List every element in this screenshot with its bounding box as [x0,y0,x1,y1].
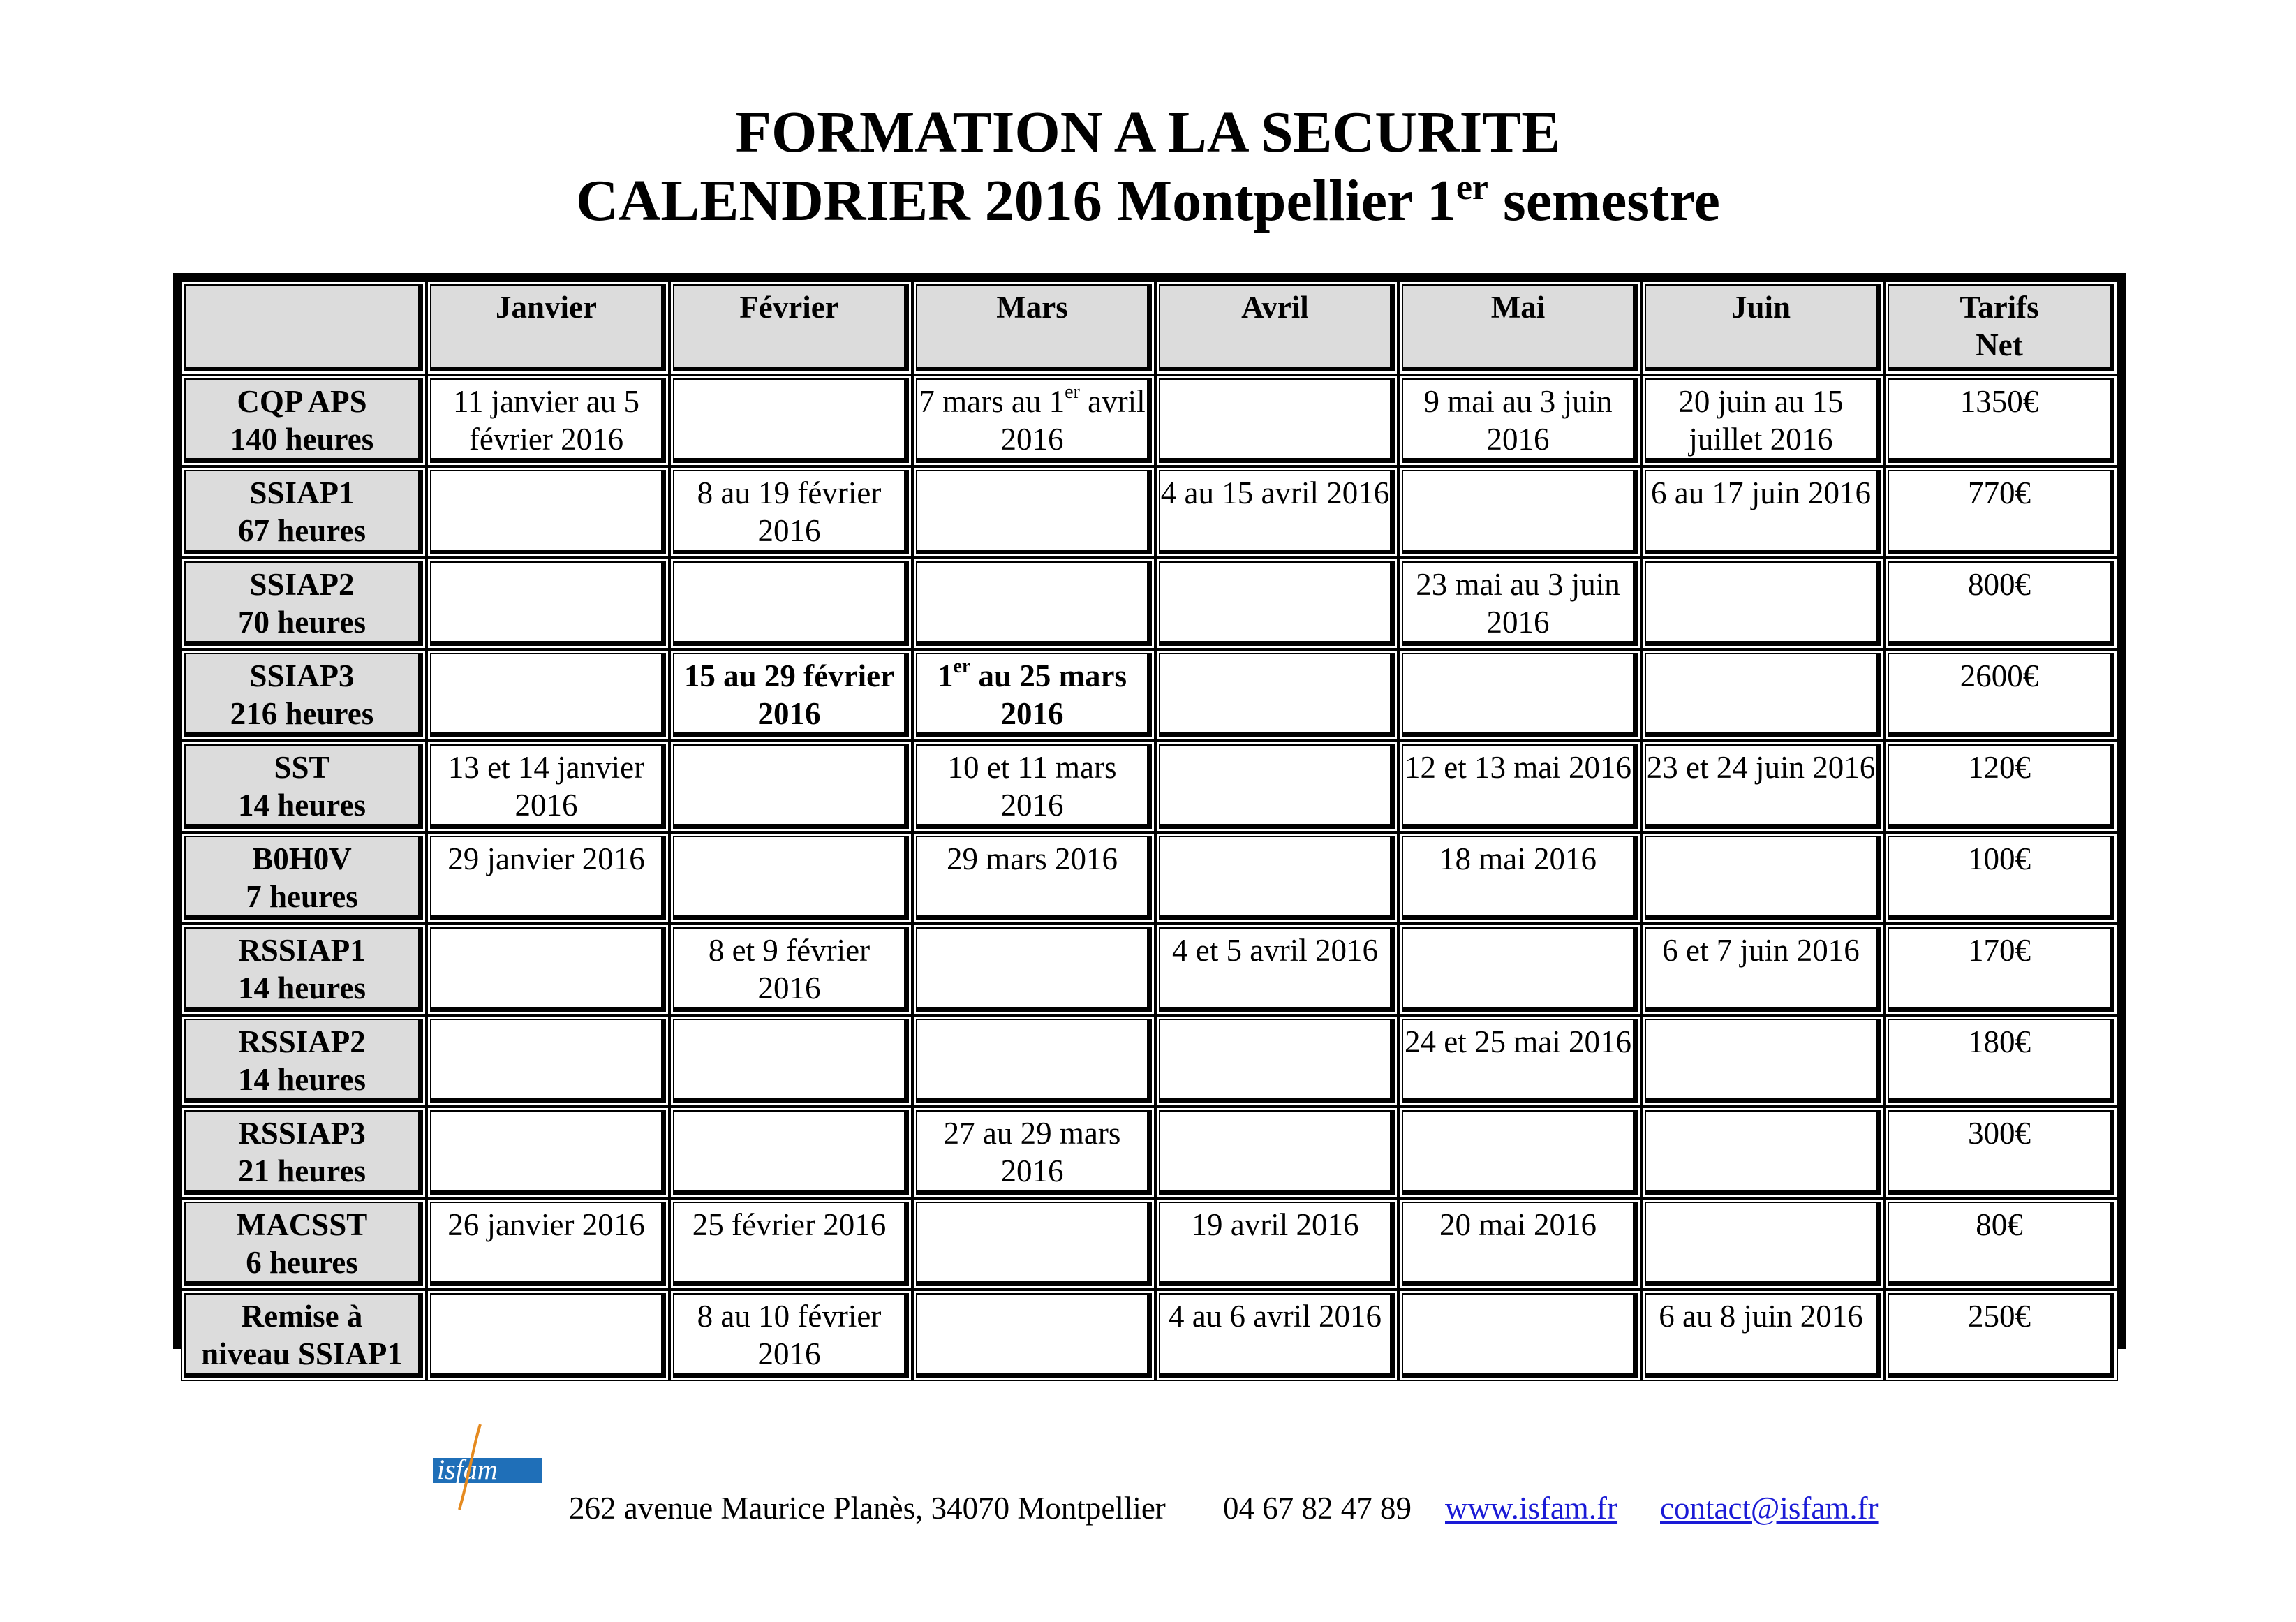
row-header-cell [181,1290,427,1381]
date-text [1402,1293,1638,1378]
footer-email-link[interactable]: contact@isfam.fr [1660,1491,1879,1526]
date-cell-fev [669,1198,912,1290]
date-cell-jan [427,375,669,466]
date-text [673,378,909,463]
table-row [181,375,2118,466]
row-header-cell [181,832,427,924]
date-cell-mar [912,558,1155,649]
date-cell-mai [1398,1198,1641,1290]
date-cell-mar [912,924,1155,1015]
header-cell-juin: Juin [1641,281,1884,375]
table-row [181,558,2118,649]
date-cell-fev [669,924,912,1015]
date-cell-avr [1155,924,1398,1015]
row-header-cell [181,466,427,558]
training-hours: 21 heures [238,1153,366,1188]
date-cell-avr [1155,1290,1398,1381]
date-text [1645,653,1881,737]
price-cell [1884,1198,2118,1290]
date-cell-avr [1155,1015,1398,1107]
price-cell [1884,924,2118,1015]
price-text: 170€ [1888,927,2114,1012]
price-cell [1884,741,2118,832]
row-header-cell [181,649,427,741]
date-cell-juin [1641,1198,1884,1290]
date-text [1645,836,1881,920]
training-hours: 216 heures [230,696,374,731]
footer-phone: 04 67 82 47 89 [1223,1491,1412,1526]
date-cell-fev [669,466,912,558]
training-hours: niveau SSIAP1 [201,1336,403,1371]
header-cell-mars: Mars [912,281,1155,375]
price-text: 1350€ [1888,378,2114,463]
row-header-cell [181,741,427,832]
date-text [1159,653,1395,737]
table-row [181,924,2118,1015]
date-cell-mar [912,1015,1155,1107]
date-cell-avr [1155,1198,1398,1290]
date-text [1645,561,1881,646]
header-cell-janvier: Janvier [427,281,669,375]
training-name: RSSIAP1 [238,933,366,968]
date-cell-juin [1641,1015,1884,1107]
date-cell-fev [669,375,912,466]
row-header-cell [181,558,427,649]
date-cell-juin [1641,1107,1884,1198]
price-text: 300€ [1888,1110,2114,1195]
price-cell [1884,375,2118,466]
training-name: Remise à [241,1299,363,1334]
table-row [181,649,2118,741]
date-cell-mai [1398,466,1641,558]
date-text [1159,561,1395,646]
price-text: 100€ [1888,836,2114,920]
price-text: 120€ [1888,744,2114,829]
date-text: 25 février 2016 [673,1202,909,1286]
date-text: 11 janvier au 5 février 2016 [430,378,666,463]
date-text: 24 et 25 mai 2016 [1402,1019,1638,1103]
date-cell-juin [1641,924,1884,1015]
training-name: SSIAP1 [249,475,355,510]
date-text: 6 au 17 juin 2016 [1645,470,1881,554]
training-name: SSIAP2 [249,567,355,602]
date-cell-mar [912,649,1155,741]
date-cell-avr [1155,466,1398,558]
date-text [1159,744,1395,829]
date-cell-fev [669,1015,912,1107]
date-text [916,1293,1152,1378]
subtitle-superscript: er [1456,168,1488,207]
date-superscript: er [1065,381,1080,403]
date-cell-fev [669,649,912,741]
date-text [1159,1110,1395,1195]
date-text [430,653,666,737]
training-hours: 7 heures [246,879,358,914]
date-text [916,1019,1152,1103]
date-cell-fev [669,832,912,924]
date-cell-mai [1398,1015,1641,1107]
price-cell [1884,832,2118,924]
date-text [1645,1202,1881,1286]
date-text [1402,653,1638,737]
date-cell-mai [1398,1107,1641,1198]
date-cell-juin [1641,558,1884,649]
training-hours: 14 heures [238,788,366,823]
date-text: 26 janvier 2016 [430,1202,666,1286]
date-text: 18 mai 2016 [1402,836,1638,920]
date-cell-mar [912,1198,1155,1290]
date-text [673,744,909,829]
date-text: 7 mars au 1 [919,384,1065,419]
tarifs-line1: Tarifs [1960,290,2039,325]
date-text: 6 et 7 juin 2016 [1645,927,1881,1012]
price-text: 800€ [1888,561,2114,646]
price-cell [1884,466,2118,558]
date-text: 1 [937,658,954,693]
date-cell-mar [912,466,1155,558]
date-text [430,1110,666,1195]
date-text: 12 et 13 mai 2016 [1402,744,1638,829]
date-cell-mar [912,741,1155,832]
date-cell-jan [427,1198,669,1290]
date-text: 27 au 29 mars 2016 [916,1110,1152,1195]
header-cell-avril: Avril [1155,281,1398,375]
date-cell-avr [1155,558,1398,649]
date-cell-mar [912,375,1155,466]
date-text: 8 au 10 février 2016 [673,1293,909,1378]
date-cell-mai [1398,1290,1641,1381]
row-header-cell [181,375,427,466]
isfam-logo [431,1417,543,1515]
tarifs-line2: Net [1976,327,2023,362]
date-text [1159,1019,1395,1103]
date-text: 8 et 9 février 2016 [673,927,909,1012]
header-cell-fevrier: Février [669,281,912,375]
footer-website-link[interactable]: www.isfam.fr [1445,1491,1618,1526]
date-cell-jan [427,1107,669,1198]
date-cell-mar [912,832,1155,924]
row-header-cell [181,1107,427,1198]
row-header-cell [181,1198,427,1290]
date-cell-mai [1398,924,1641,1015]
training-hours: 14 heures [238,971,366,1005]
date-text: 6 au 8 juin 2016 [1645,1293,1881,1378]
training-name: B0H0V [252,841,352,876]
date-text: 23 et 24 juin 2016 [1645,744,1881,829]
date-text [430,470,666,554]
table-row [181,466,2118,558]
date-superscript: er [953,656,971,677]
date-text [916,927,1152,1012]
date-cell-juin [1641,1290,1884,1381]
date-text [430,927,666,1012]
logo-text: isfam [437,1454,498,1485]
date-cell-mar [912,1290,1155,1381]
date-text [430,1293,666,1378]
date-text [1159,836,1395,920]
date-text: 20 juin au 15 juillet 2016 [1645,378,1881,463]
date-cell-jan [427,924,669,1015]
subtitle-semester: semestre [1488,168,1720,233]
date-cell-juin [1641,832,1884,924]
subtitle-main: CALENDRIER 2016 Montpellier 1 [576,168,1456,233]
date-cell-jan [427,649,669,741]
header-cell-empty [181,281,427,375]
date-cell-avr [1155,741,1398,832]
date-cell-juin [1641,741,1884,832]
date-cell-jan [427,1290,669,1381]
header-cell-tarifs [1884,281,2118,375]
date-text [1645,1110,1881,1195]
table-row [181,1015,2118,1107]
date-cell-juin [1641,375,1884,466]
table-row [181,741,2118,832]
price-cell [1884,649,2118,741]
date-text: 13 et 14 janvier 2016 [430,744,666,829]
date-cell-fev [669,558,912,649]
page-title: FORMATION A LA SECURITE [735,100,1561,165]
date-text [1402,1110,1638,1195]
date-cell-avr [1155,1107,1398,1198]
date-text [1402,470,1638,554]
training-name: SST [274,750,330,785]
training-hours: 70 heures [238,605,366,640]
training-hours: 67 heures [238,513,366,548]
date-text [916,561,1152,646]
date-text: 29 mars 2016 [916,836,1152,920]
date-cell-fev [669,741,912,832]
price-text: 770€ [1888,470,2114,554]
price-cell [1884,1015,2118,1107]
training-name: CQP APS [237,384,367,419]
date-text [1159,378,1395,463]
date-cell-jan [427,1015,669,1107]
date-text: 8 au 19 février 2016 [673,470,909,554]
date-text: 23 mai au 3 juin 2016 [1402,561,1638,646]
training-name: RSSIAP3 [238,1116,366,1151]
page-subtitle [0,166,2296,236]
date-text [1645,1019,1881,1103]
date-text [1402,927,1638,1012]
date-text: 10 et 11 mars 2016 [916,744,1152,829]
date-text: 15 au 29 février 2016 [673,653,909,737]
training-name: RSSIAP2 [238,1024,366,1059]
price-cell [1884,1290,2118,1381]
date-cell-fev [669,1107,912,1198]
price-text: 250€ [1888,1293,2114,1378]
table-row [181,1107,2118,1198]
header-cell-mai: Mai [1398,281,1641,375]
date-text: 9 mai au 3 juin 2016 [1402,378,1638,463]
date-text: 4 au 15 avril 2016 [1159,470,1395,554]
date-text-rest: au 25 mars 2016 [970,658,1127,731]
date-text [430,1019,666,1103]
date-text [673,561,909,646]
date-text [430,561,666,646]
date-cell-mai [1398,649,1641,741]
date-cell-mar [912,1107,1155,1198]
price-text: 80€ [1888,1202,2114,1286]
training-name: SSIAP3 [249,658,355,693]
date-cell-fev [669,1290,912,1381]
date-cell-jan [427,832,669,924]
date-cell-avr [1155,649,1398,741]
row-header-cell [181,1015,427,1107]
date-cell-juin [1641,466,1884,558]
date-cell-mai [1398,375,1641,466]
training-hours: 14 heures [238,1062,366,1097]
schedule-table-frame [173,273,2126,1371]
price-cell [1884,1107,2118,1198]
date-cell-jan [427,558,669,649]
schedule-table [181,281,2118,1381]
training-name: MACSST [236,1207,368,1242]
date-cell-jan [427,466,669,558]
date-text: 29 janvier 2016 [430,836,666,920]
date-text: 4 et 5 avril 2016 [1159,927,1395,1012]
date-text [916,1202,1152,1286]
date-text [673,836,909,920]
price-cell [1884,558,2118,649]
date-cell-mai [1398,832,1641,924]
date-cell-avr [1155,832,1398,924]
date-text [916,470,1152,554]
date-text-rest: avril 2016 [1000,384,1146,457]
date-cell-avr [1155,375,1398,466]
date-text: 4 au 6 avril 2016 [1159,1293,1395,1378]
header-row [181,281,2118,375]
date-cell-mai [1398,741,1641,832]
date-text: 20 mai 2016 [1402,1202,1638,1286]
table-row [181,1198,2118,1290]
training-hours: 6 heures [246,1245,358,1280]
date-text: 19 avril 2016 [1159,1202,1395,1286]
table-row [181,832,2118,924]
date-cell-mai [1398,558,1641,649]
date-cell-juin [1641,649,1884,741]
row-header-cell [181,924,427,1015]
date-text [673,1019,909,1103]
price-text: 180€ [1888,1019,2114,1103]
training-hours: 140 heures [230,422,374,457]
date-cell-jan [427,741,669,832]
footer-address: 262 avenue Maurice Planès, 34070 Montpellier [569,1491,1166,1526]
date-text [673,1110,909,1195]
table-row [181,1290,2118,1381]
price-text: 2600€ [1888,653,2114,737]
